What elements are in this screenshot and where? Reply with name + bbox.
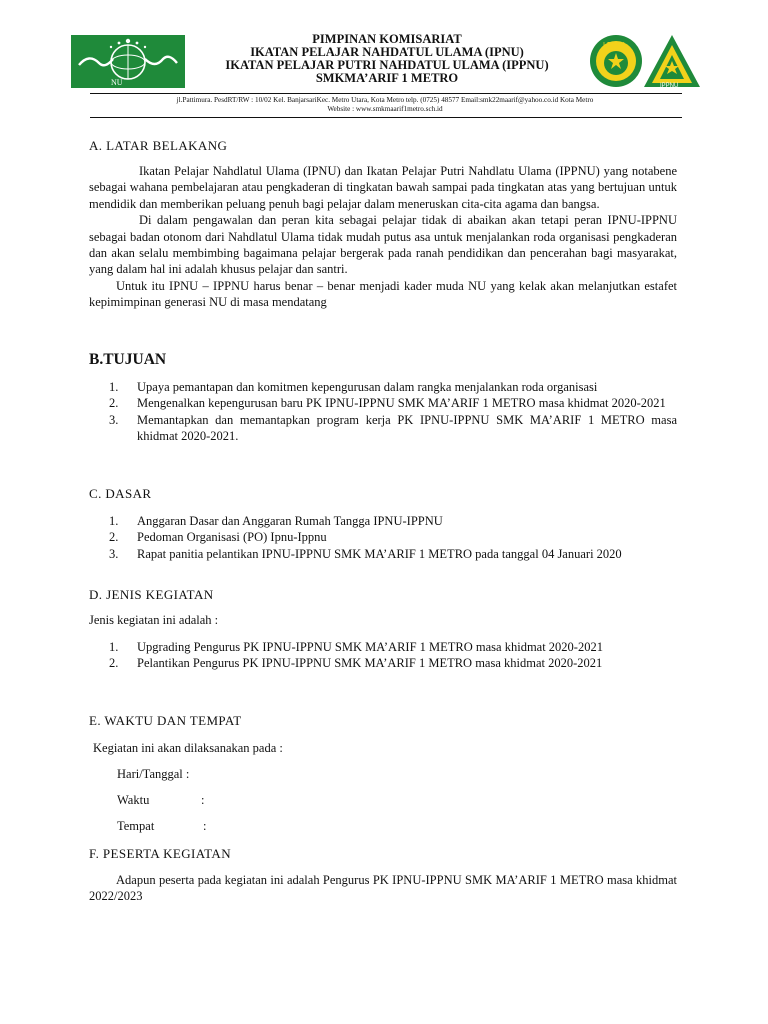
field-tempat-colon: : — [203, 819, 207, 833]
list-item: 3. Rapat panitia pelantikan IPNU-IPPNU SMK MA’ARIF 1 METRO pada tanggal 04 Januari 2020 — [109, 546, 622, 561]
paragraph: Adapun peserta pada kegiatan ini adalah Pengurus PK IPNU-IPPNU SMK MA’ARIF 1 METRO masa khidmat 2022/2023 — [89, 873, 677, 904]
field-waktu-label: Waktu — [117, 793, 150, 807]
letterhead-address — [90, 96, 680, 114]
field-hari-tanggal: Hari/Tanggal : — [117, 767, 190, 781]
section-b-title: B.TUJUAN — [89, 351, 167, 368]
section-e-intro: Kegiatan ini akan dilaksanakan pada : — [93, 741, 283, 755]
letterhead-line-3: IKATAN PELAJAR PUTRI NAHDATUL ULAMA (IPPNU) — [225, 58, 549, 72]
section-c-title: C. DASAR — [89, 486, 152, 501]
address-line: jl.Pattimura. PesdRT/RW : 10/02 Kel. BanjarsariKec. Metro Utara, Kota Metro telp. (0725) 48577 Email:smk22maarif@yahoo.co.id Kota Metro — [176, 96, 594, 104]
letterhead-line-2: IKATAN PELAJAR NAHDATUL ULAMA (IPNU) — [250, 45, 524, 59]
header-divider-top — [90, 93, 682, 94]
section-f-title: F. PESERTA KEGIATAN — [89, 846, 232, 861]
paragraph: Untuk itu IPNU – IPPNU harus benar – benar menjadi kader muda NU yang kelak akan melanjutkan estafet kepimimpinan generasi NU di masa mendatang — [89, 278, 677, 310]
section-a-body — [89, 163, 677, 311]
list-item: 1. Anggaran Dasar dan Anggaran Rumah Tangga IPNU-IPPNU — [109, 514, 443, 528]
website-line: Website : www.smkmaarif1metro.sch.id — [327, 105, 443, 113]
nu-logo — [71, 35, 185, 88]
section-f-body — [89, 872, 677, 905]
letterhead-line-4: SMKMA’ARIF 1 METRO — [315, 71, 459, 85]
list-item: 2. Pedoman Organisasi (PO) Ipnu-Ippnu — [109, 530, 327, 545]
section-d-title: D. JENIS KEGIATAN — [89, 587, 214, 602]
svg-text:NU: NU — [111, 78, 123, 87]
list-item: 2. Pelantikan Pengurus PK IPNU-IPPNU SMK MA’ARIF 1 METRO masa khidmat 2020-2021 — [109, 656, 603, 671]
letterhead-title — [190, 33, 584, 85]
section-d-intro: Jenis kegiatan ini adalah : — [89, 613, 219, 627]
field-waktu-colon: : — [201, 793, 205, 807]
list-item: 1. Upaya pemantapan dan komitmen kepengurusan dalam rangka menjalankan roda organisasi — [109, 380, 598, 394]
svg-text:IPPNU: IPPNU — [660, 83, 679, 89]
section-e-title: E. WAKTU DAN TEMPAT — [89, 713, 242, 728]
nu-globe-icon — [71, 35, 185, 88]
paragraph: Ikatan Pelajar Nahdlatul Ulama (IPNU) dan Ikatan Pelajar Putri Nahdlatu Ulama (IPPNU) yang notabene sebagai wahana pembelajaran atau pengkaderan di tingkatan bawah sampai pada tingkatan atas yang bertujuan untuk mendidik dan memberikan peluang penuh bagi pelajar dalam meneruskan cita-cita agama dan bangsa. — [89, 164, 677, 211]
list-item: 1. Upgrading Pengurus PK IPNU-IPPNU SMK MA’ARIF 1 METRO masa khidmat 2020-2021 — [109, 640, 603, 654]
field-tempat-label: Tempat — [117, 819, 155, 833]
ipnu-ippnu-logos — [588, 33, 702, 89]
letterhead-line-1: PIMPINAN KOMISARIAT — [312, 32, 462, 46]
ipnu-emblem-icon — [588, 33, 702, 89]
list-item: 2. Mengenalkan kepengurusan baru PK IPNU-IPPNU SMK MA’ARIF 1 METRO masa khidmat 2020-2021 — [109, 396, 666, 411]
section-d-list — [109, 639, 677, 672]
header-divider-bottom — [90, 117, 682, 118]
section-a-title: A. LATAR BELAKANG — [89, 138, 228, 153]
section-c-list — [109, 513, 677, 562]
paragraph: Di dalam pengawalan dan peran kita sebagai pelajar tidak di abaikan akan tetapi peran IPNU-IPPNU sebagai badan otonom dari Nahdlatul Ulama tidak mudah putus asa untuk menjalankan roda organisasi pengkaderan dan akan selalu membimbing bagaimana pelajar bergerak pada ranah pendidikan dan pencerahan bagi masyarakat, yang dalam hal ini adalah khusus pelajar dan santri. — [89, 213, 677, 277]
section-b-list — [109, 379, 677, 445]
svg-text:I.P.N.U: I.P.N.U — [603, 42, 625, 49]
list-item: 3. Memantapkan dan memantapkan program kerja PK IPNU-IPPNU SMK MA’ARIF 1 METRO masa khidmat 2020-2021. — [109, 412, 677, 444]
